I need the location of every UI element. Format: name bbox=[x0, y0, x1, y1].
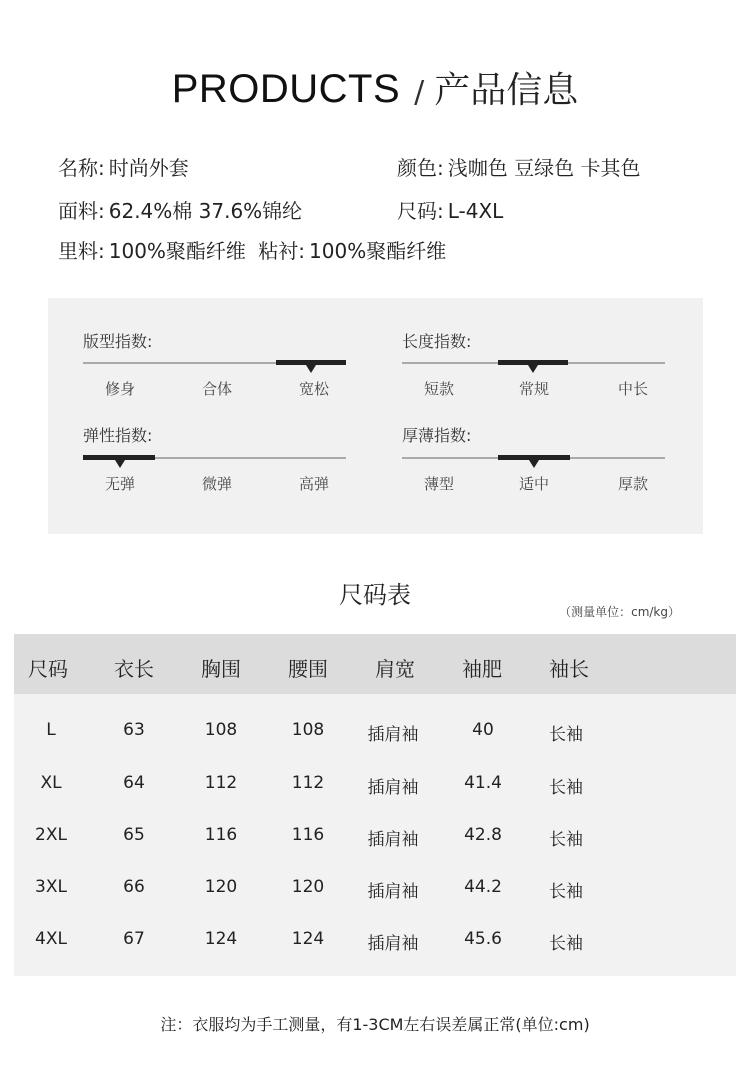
thickness-index-title: 厚薄指数: bbox=[402, 426, 472, 445]
length-option: 短款 bbox=[423, 380, 454, 398]
title-en: PRODUCTS bbox=[171, 67, 401, 111]
table-cell: 116 bbox=[291, 825, 325, 845]
table-cell: 124 bbox=[204, 929, 238, 949]
table-cell: 插肩袖 bbox=[367, 830, 419, 850]
info-lining-label: 里料: bbox=[58, 239, 105, 263]
fit-option: 合体 bbox=[201, 380, 232, 398]
footer-note: 注：衣服均为手工测量，有1-3CM左右误差属正常(单位:cm) bbox=[160, 1015, 590, 1034]
table-cell: 108 bbox=[291, 720, 325, 740]
info-size-label: 尺码: bbox=[397, 199, 444, 223]
page-title bbox=[0, 62, 750, 113]
table-cell: 65 bbox=[123, 825, 145, 845]
header-cell: 袖肥 bbox=[462, 657, 502, 681]
info-color-value: 浅咖色 豆绿色 卡其色 bbox=[447, 156, 641, 180]
elasticity-index-marker bbox=[115, 460, 125, 468]
info-fabric bbox=[58, 195, 302, 224]
table-cell: 2XL bbox=[35, 825, 67, 845]
fit-index-marker bbox=[306, 365, 316, 373]
table-cell: 长袖 bbox=[549, 778, 583, 798]
table-cell: 120 bbox=[291, 877, 325, 897]
info-color-label: 颜色: bbox=[397, 156, 444, 180]
table-cell: 长袖 bbox=[549, 882, 583, 902]
table-cell: 插肩袖 bbox=[367, 725, 419, 745]
table-cell: 64 bbox=[123, 773, 145, 793]
size-table bbox=[14, 634, 736, 976]
title-cn: 产品信息 bbox=[434, 70, 579, 111]
info-name-label: 名称: bbox=[58, 156, 105, 180]
table-cell: 108 bbox=[204, 720, 238, 740]
index-panel bbox=[48, 298, 703, 534]
header-cell: 肩宽 bbox=[375, 657, 415, 681]
table-cell: 插肩袖 bbox=[367, 778, 419, 798]
info-name bbox=[58, 152, 189, 181]
table-cell: 120 bbox=[204, 877, 238, 897]
table-cell: XL bbox=[40, 773, 62, 793]
title-separator: / bbox=[414, 75, 425, 110]
elasticity-index-title: 弹性指数: bbox=[83, 426, 153, 445]
fit-index-title: 版型指数: bbox=[83, 332, 153, 351]
table-cell: 44.2 bbox=[464, 877, 502, 897]
table-cell: 长袖 bbox=[549, 934, 583, 954]
table-cell: 42.8 bbox=[464, 825, 502, 845]
thickness-index-marker bbox=[529, 460, 539, 468]
info-name-value: 时尚外套 bbox=[108, 156, 189, 180]
table-cell: 112 bbox=[204, 773, 238, 793]
size-chart-unit-note: （测量单位：cm/kg） bbox=[559, 605, 680, 619]
elasticity-option: 无弹 bbox=[104, 475, 135, 493]
table-cell: 长袖 bbox=[549, 725, 583, 745]
header-cell: 胸围 bbox=[201, 657, 241, 681]
info-size bbox=[397, 195, 503, 224]
elasticity-option: 微弹 bbox=[201, 475, 232, 493]
table-cell: 112 bbox=[291, 773, 325, 793]
header-cell: 腰围 bbox=[288, 657, 328, 681]
table-cell: 长袖 bbox=[549, 830, 583, 850]
table-cell: L bbox=[46, 720, 56, 740]
table-cell: 41.4 bbox=[464, 773, 502, 793]
fit-option: 宽松 bbox=[298, 380, 329, 398]
table-cell: 116 bbox=[204, 825, 238, 845]
table-cell: 67 bbox=[123, 929, 145, 949]
info-fabric-label: 面料: bbox=[58, 199, 105, 223]
info-interlining-value: 100%聚酯纤维 bbox=[309, 239, 447, 263]
thickness-option: 厚款 bbox=[617, 475, 648, 493]
table-cell: 插肩袖 bbox=[367, 882, 419, 902]
length-option: 常规 bbox=[518, 380, 549, 398]
table-cell: 插肩袖 bbox=[367, 934, 419, 954]
thickness-option: 适中 bbox=[518, 475, 549, 493]
fit-option: 修身 bbox=[104, 380, 135, 398]
table-cell: 3XL bbox=[35, 877, 67, 897]
header-cell: 衣长 bbox=[114, 657, 154, 681]
table-cell: 40 bbox=[472, 720, 494, 740]
table-cell: 4XL bbox=[35, 929, 67, 949]
table-cell: 124 bbox=[291, 929, 325, 949]
info-size-value: L-4XL bbox=[447, 199, 504, 223]
header-cell: 尺码 bbox=[28, 657, 68, 681]
info-lining bbox=[58, 235, 446, 264]
info-lining-value: 100%聚酯纤维 bbox=[108, 239, 246, 263]
length-option: 中长 bbox=[617, 380, 648, 398]
info-color bbox=[397, 152, 640, 181]
info-interlining-label: 粘衬: bbox=[258, 239, 306, 263]
size-table-header bbox=[14, 634, 736, 694]
table-cell: 63 bbox=[123, 720, 145, 740]
length-index-title: 长度指数: bbox=[402, 332, 472, 351]
size-chart-title: 尺码表 bbox=[339, 581, 411, 609]
header-cell: 袖长 bbox=[549, 657, 589, 681]
elasticity-option: 高弹 bbox=[298, 475, 329, 493]
table-cell: 45.6 bbox=[464, 929, 502, 949]
thickness-option: 薄型 bbox=[423, 475, 454, 493]
length-index-marker bbox=[528, 365, 538, 373]
table-cell: 66 bbox=[123, 877, 145, 897]
info-fabric-value: 62.4%棉 37.6%锦纶 bbox=[108, 199, 303, 223]
